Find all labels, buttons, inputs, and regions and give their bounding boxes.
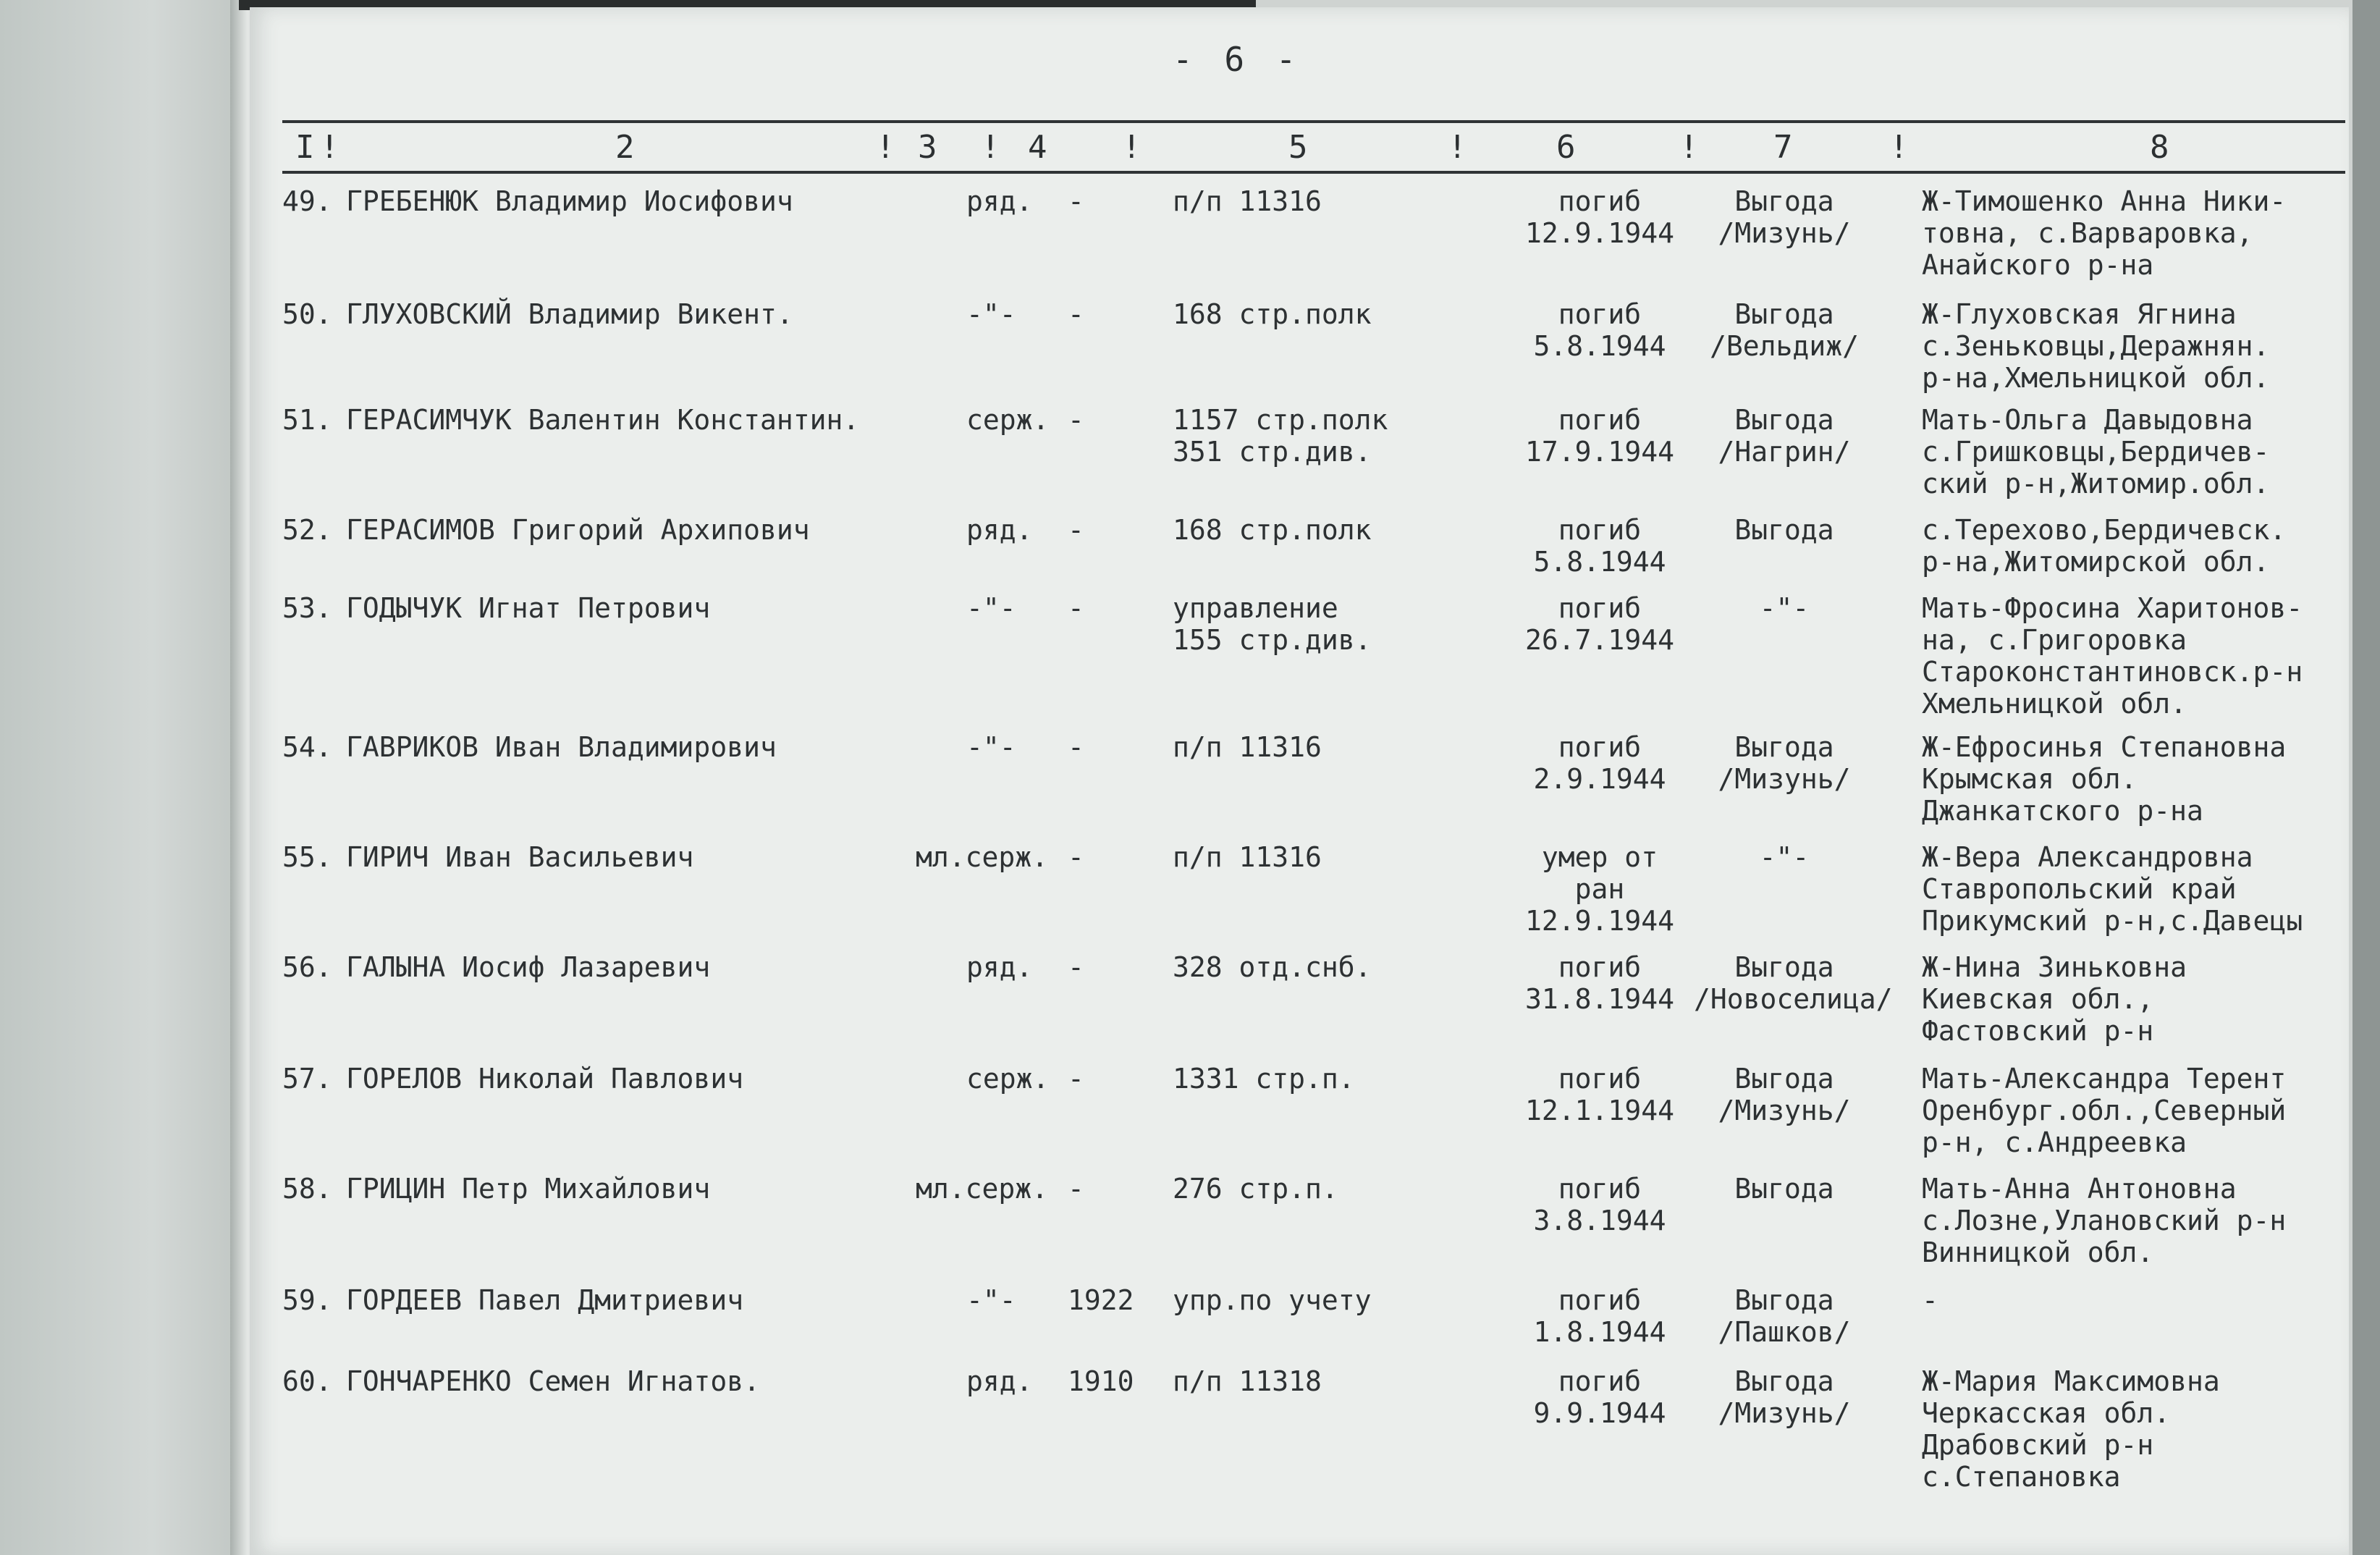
soldier-name: ГЕРАСИМЧУК Валентин Константин. xyxy=(346,404,860,436)
right-edge xyxy=(2352,0,2380,1555)
military-unit-line: 168 стр.полк xyxy=(1173,298,1372,330)
fate-date-line: погиб xyxy=(1558,514,1642,546)
column-header-8: 8 xyxy=(2150,129,2169,166)
military-unit-line: 328 отд.снб. xyxy=(1173,951,1372,983)
military-unit xyxy=(1173,404,1388,468)
military-unit xyxy=(1173,592,1372,656)
military-unit-line: 351 стр.див. xyxy=(1173,436,1372,468)
military-unit xyxy=(1173,841,1322,873)
military-rank: серж. xyxy=(966,1063,1050,1095)
soldier-name: ГОНЧАРЕНКО Семен Игнатов. xyxy=(346,1365,760,1397)
soldier-name: ГРИЦИН Петр Михайлович xyxy=(346,1173,711,1205)
next-of-kin xyxy=(1922,592,2303,720)
military-unit-line: 276 стр.п. xyxy=(1173,1173,1338,1205)
military-unit-line: п/п 11316 xyxy=(1173,731,1322,763)
military-unit xyxy=(1173,1365,1322,1397)
burial-place xyxy=(1694,951,1893,1015)
next-of-kin-line: р-на,Житомирской обл. xyxy=(1922,546,2270,578)
burial-place-line: Выгода xyxy=(1734,298,1834,330)
column-separator: ! xyxy=(1448,129,1467,166)
military-rank: мл.серж. xyxy=(916,1173,1049,1205)
burial-place-line: /Вельдиж/ xyxy=(1710,330,1859,362)
soldier-name: ГРЕБЕНЮК Владимир Иосифович xyxy=(346,185,793,217)
burial-place xyxy=(1694,404,1875,468)
next-of-kin-line: Мать-Александра Терент xyxy=(1922,1063,2287,1095)
next-of-kin xyxy=(1922,1063,2286,1158)
military-unit-line: 1157 стр.полк xyxy=(1173,404,1388,436)
column-separator: ! xyxy=(981,129,1000,166)
soldier-name: ГЕРАСИМОВ Григорий Архипович xyxy=(346,514,810,546)
column-header-3: 3 xyxy=(918,129,937,166)
next-of-kin xyxy=(1922,404,2269,500)
burial-place xyxy=(1694,514,1875,546)
burial-place xyxy=(1694,592,1875,624)
next-of-kin-line: Ж-Ефросинья Степановна xyxy=(1922,731,2287,763)
fate-date xyxy=(1506,404,1694,468)
column-header-4: 4 xyxy=(1028,129,1047,166)
fate-date-line: погиб xyxy=(1558,1173,1642,1205)
military-unit-line: упр.по учету xyxy=(1173,1284,1372,1316)
fate-date-line: 31.8.1944 xyxy=(1525,983,1674,1015)
fate-date-line: 9.9.1944 xyxy=(1533,1397,1666,1429)
military-unit xyxy=(1173,1063,1355,1095)
next-of-kin-line: Ж-Мария Максимовна xyxy=(1922,1365,2220,1397)
next-of-kin xyxy=(1922,1284,1938,1316)
fate-date-line: погиб xyxy=(1558,1284,1642,1316)
birth-year: - xyxy=(1068,514,1084,546)
burial-place xyxy=(1694,185,1875,249)
fate-date-line: 17.9.1944 xyxy=(1525,436,1674,468)
row-number: 60. xyxy=(282,1365,332,1397)
fate-date-line: ран xyxy=(1574,873,1625,905)
burial-place-line: Выгода xyxy=(1734,1063,1834,1095)
fate-date xyxy=(1506,841,1694,937)
military-unit xyxy=(1173,298,1372,330)
column-header-6: 6 xyxy=(1556,129,1576,166)
page-number: - 6 - xyxy=(1173,40,1302,79)
military-unit-line: п/п 11316 xyxy=(1173,841,1322,873)
birth-year: - xyxy=(1068,404,1084,436)
fate-date-line: погиб xyxy=(1558,1365,1642,1397)
military-unit-line: управление xyxy=(1173,592,1338,624)
next-of-kin-line: с.Гришковцы,Бердичев- xyxy=(1922,436,2270,468)
fate-date xyxy=(1506,1284,1694,1348)
next-of-kin-line: Винницкой обл. xyxy=(1922,1236,2154,1268)
next-of-kin-line: Драбовский р-н xyxy=(1922,1429,2154,1461)
burial-place-line: Выгода xyxy=(1734,185,1834,217)
military-rank: ряд. xyxy=(966,185,1033,217)
military-unit-line: п/п 11318 xyxy=(1173,1365,1322,1397)
next-of-kin xyxy=(1922,841,2303,937)
military-rank: мл.серж. xyxy=(916,841,1049,873)
next-of-kin xyxy=(1922,298,2269,394)
adjacent-page xyxy=(0,0,253,1555)
fate-date xyxy=(1506,592,1694,656)
row-number: 49. xyxy=(282,185,332,217)
fate-date-line: погиб xyxy=(1558,404,1642,436)
fate-date-line: погиб xyxy=(1558,951,1642,983)
fate-date-line: 12.9.1944 xyxy=(1525,217,1674,249)
burial-place-line: Выгода xyxy=(1734,731,1834,763)
next-of-kin-line: товна, с.Варваровка, xyxy=(1922,217,2253,249)
fate-date-line: 12.1.1944 xyxy=(1525,1095,1674,1126)
soldier-name: ГЛУХОВСКИЙ Владимир Викент. xyxy=(346,298,793,330)
row-number: 54. xyxy=(282,731,332,763)
birth-year: - xyxy=(1068,592,1084,624)
burial-place-line: -"- xyxy=(1759,592,1810,624)
fate-date xyxy=(1506,185,1694,249)
military-unit-line: 168 стр.полк xyxy=(1173,514,1372,546)
burial-place-line: -"- xyxy=(1759,841,1810,873)
burial-place xyxy=(1694,1365,1875,1429)
burial-place-line: /Новоселица/ xyxy=(1694,983,1893,1015)
column-header-7: 7 xyxy=(1773,129,1793,166)
military-rank: -"- xyxy=(966,298,1016,330)
next-of-kin-line: с.Зеньковцы,Деражнян. xyxy=(1922,330,2270,362)
fate-date xyxy=(1506,731,1694,795)
burial-place-line: Выгода xyxy=(1734,951,1834,983)
birth-year: 1922 xyxy=(1068,1284,1134,1316)
military-rank: серж. xyxy=(966,404,1050,436)
military-unit-line: 155 стр.див. xyxy=(1173,624,1372,656)
row-number: 52. xyxy=(282,514,332,546)
fate-date-line: погиб xyxy=(1558,592,1642,624)
row-number: 55. xyxy=(282,841,332,873)
fate-date xyxy=(1506,1173,1694,1236)
next-of-kin-line: Ж-Вера Александровна xyxy=(1922,841,2253,873)
next-of-kin-line: ский р-н,Житомир.обл. xyxy=(1922,468,2270,500)
fate-date-line: погиб xyxy=(1558,185,1642,217)
column-header-5: 5 xyxy=(1288,129,1308,166)
military-rank: ряд. xyxy=(966,1365,1033,1397)
next-of-kin-line: Киевская обл., xyxy=(1922,983,2154,1015)
fate-date-line: погиб xyxy=(1558,731,1642,763)
next-of-kin-line: Староконстантиновск.р-н xyxy=(1922,656,2303,688)
next-of-kin xyxy=(1922,1173,2286,1268)
burial-place-line: /Мизунь/ xyxy=(1718,1095,1851,1126)
column-separator: ! xyxy=(320,129,339,166)
burial-place-line: Выгода xyxy=(1734,1365,1834,1397)
birth-year: - xyxy=(1068,841,1084,873)
soldier-name: ГАВРИКОВ Иван Владимирович xyxy=(346,731,777,763)
burial-place-line: /Мизунь/ xyxy=(1718,763,1851,795)
column-separator: ! xyxy=(1679,129,1699,166)
military-unit xyxy=(1173,731,1322,763)
row-number: 51. xyxy=(282,404,332,436)
next-of-kin-line: р-н, с.Андреевка xyxy=(1922,1126,2187,1158)
burial-place xyxy=(1694,1063,1875,1126)
next-of-kin-line: с.Лозне,Улановский р-н xyxy=(1922,1205,2287,1236)
military-unit xyxy=(1173,1173,1338,1205)
next-of-kin xyxy=(1922,951,2187,1047)
fate-date-line: погиб xyxy=(1558,298,1642,330)
next-of-kin xyxy=(1922,185,2286,281)
military-rank: ряд. xyxy=(966,514,1033,546)
fate-date xyxy=(1506,951,1694,1015)
next-of-kin-line: Оренбург.обл.,Северный xyxy=(1922,1095,2287,1126)
header-top-rule xyxy=(282,120,2345,123)
next-of-kin-line: Фастовский р-н xyxy=(1922,1015,2154,1047)
fate-date xyxy=(1506,1063,1694,1126)
column-header-1: I xyxy=(295,129,315,166)
next-of-kin-line: Ж-Тимошенко Анна Ники- xyxy=(1922,185,2287,217)
military-unit xyxy=(1173,185,1322,217)
fate-date-line: 1.8.1944 xyxy=(1533,1316,1666,1348)
next-of-kin-line: с.Степановка xyxy=(1922,1461,2121,1493)
birth-year: - xyxy=(1068,1173,1084,1205)
row-number: 53. xyxy=(282,592,332,624)
fate-date-line: погиб xyxy=(1558,1063,1642,1095)
next-of-kin-line: на, с.Григоровка xyxy=(1922,624,2187,656)
burial-place-line: /Пашков/ xyxy=(1718,1316,1851,1348)
row-number: 50. xyxy=(282,298,332,330)
next-of-kin-line: Хмельницкой обл. xyxy=(1922,688,2187,720)
fate-date xyxy=(1506,514,1694,578)
military-unit xyxy=(1173,1284,1372,1316)
burial-place xyxy=(1694,731,1875,795)
burial-place-line: /Мизунь/ xyxy=(1718,1397,1851,1429)
column-separator: ! xyxy=(1889,129,1909,166)
birth-year: - xyxy=(1068,951,1084,983)
soldier-name: ГОРДЕЕВ Павел Дмитриевич xyxy=(346,1284,744,1316)
next-of-kin-line: Ставропольский край xyxy=(1922,873,2237,905)
birth-year: 1910 xyxy=(1068,1365,1134,1397)
birth-year: - xyxy=(1068,1063,1084,1095)
burial-place-line: Выгода xyxy=(1734,1284,1834,1316)
military-unit-line: п/п 11316 xyxy=(1173,185,1322,217)
soldier-name: ГОДЫЧУК Игнат Петрович xyxy=(346,592,711,624)
burial-place xyxy=(1694,1173,1875,1205)
burial-place-line: /Мизунь/ xyxy=(1718,217,1851,249)
header-bottom-rule xyxy=(282,171,2345,174)
column-header-row xyxy=(282,129,2345,172)
burial-place-line: Выгода xyxy=(1734,404,1834,436)
fate-date-line: 12.9.1944 xyxy=(1525,905,1674,937)
next-of-kin-line: - xyxy=(1922,1284,1938,1316)
next-of-kin xyxy=(1922,731,2286,827)
next-of-kin-line: Мать-Анна Антоновна xyxy=(1922,1173,2237,1205)
military-rank: -"- xyxy=(966,731,1016,763)
burial-place-line: /Нагрин/ xyxy=(1718,436,1851,468)
column-separator: ! xyxy=(876,129,895,166)
next-of-kin-line: р-на,Хмельницкой обл. xyxy=(1922,362,2270,394)
military-rank: ряд. xyxy=(966,951,1033,983)
next-of-kin-line: с.Терехово,Бердичевск. xyxy=(1922,514,2287,546)
military-unit xyxy=(1173,951,1372,983)
fate-date-line: 5.8.1944 xyxy=(1533,546,1666,578)
fate-date-line: 3.8.1944 xyxy=(1533,1205,1666,1236)
fate-date-line: умер от xyxy=(1541,841,1658,873)
military-unit-line: 1331 стр.п. xyxy=(1173,1063,1355,1095)
soldier-name: ГОРЕЛОВ Николай Павлович xyxy=(346,1063,744,1095)
birth-year: - xyxy=(1068,731,1084,763)
row-number: 57. xyxy=(282,1063,332,1095)
next-of-kin-line: Черкасская обл. xyxy=(1922,1397,2171,1429)
next-of-kin-line: Прикумский р-н,с.Давецы xyxy=(1922,905,2303,937)
birth-year: - xyxy=(1068,185,1084,217)
row-number: 58. xyxy=(282,1173,332,1205)
fate-date xyxy=(1506,1365,1694,1429)
column-separator: ! xyxy=(1122,129,1142,166)
next-of-kin-line: Мать-Ольга Давыдовна xyxy=(1922,404,2253,436)
row-number: 59. xyxy=(282,1284,332,1316)
birth-year: - xyxy=(1068,298,1084,330)
military-rank: -"- xyxy=(966,592,1016,624)
burial-place-line: Выгода xyxy=(1734,1173,1834,1205)
soldier-name: ГАЛЫНА Иосиф Лазаревич xyxy=(346,951,711,983)
next-of-kin-line: Мать-Фросина Харитонов- xyxy=(1922,592,2303,624)
next-of-kin-line: Ж-Глуховская Ягнина xyxy=(1922,298,2237,330)
fate-date-line: 26.7.1944 xyxy=(1525,624,1674,656)
burial-place xyxy=(1694,841,1875,873)
column-header-2: 2 xyxy=(615,129,635,166)
next-of-kin xyxy=(1922,1365,2220,1493)
row-number: 56. xyxy=(282,951,332,983)
next-of-kin xyxy=(1922,514,2286,578)
fate-date-line: 2.9.1944 xyxy=(1533,763,1666,795)
next-of-kin-line: Анайского р-на xyxy=(1922,249,2154,281)
fate-date-line: 5.8.1944 xyxy=(1533,330,1666,362)
burial-place xyxy=(1694,1284,1875,1348)
next-of-kin-line: Джанкатского р-на xyxy=(1922,795,2203,827)
next-of-kin-line: Крымская обл. xyxy=(1922,763,2138,795)
next-of-kin-line: Ж-Нина Зиньковна xyxy=(1922,951,2187,983)
military-unit xyxy=(1173,514,1372,546)
fate-date xyxy=(1506,298,1694,362)
burial-place xyxy=(1694,298,1875,362)
burial-place-line: Выгода xyxy=(1734,514,1834,546)
soldier-name: ГИРИЧ Иван Васильевич xyxy=(346,841,694,873)
military-rank: -"- xyxy=(966,1284,1016,1316)
